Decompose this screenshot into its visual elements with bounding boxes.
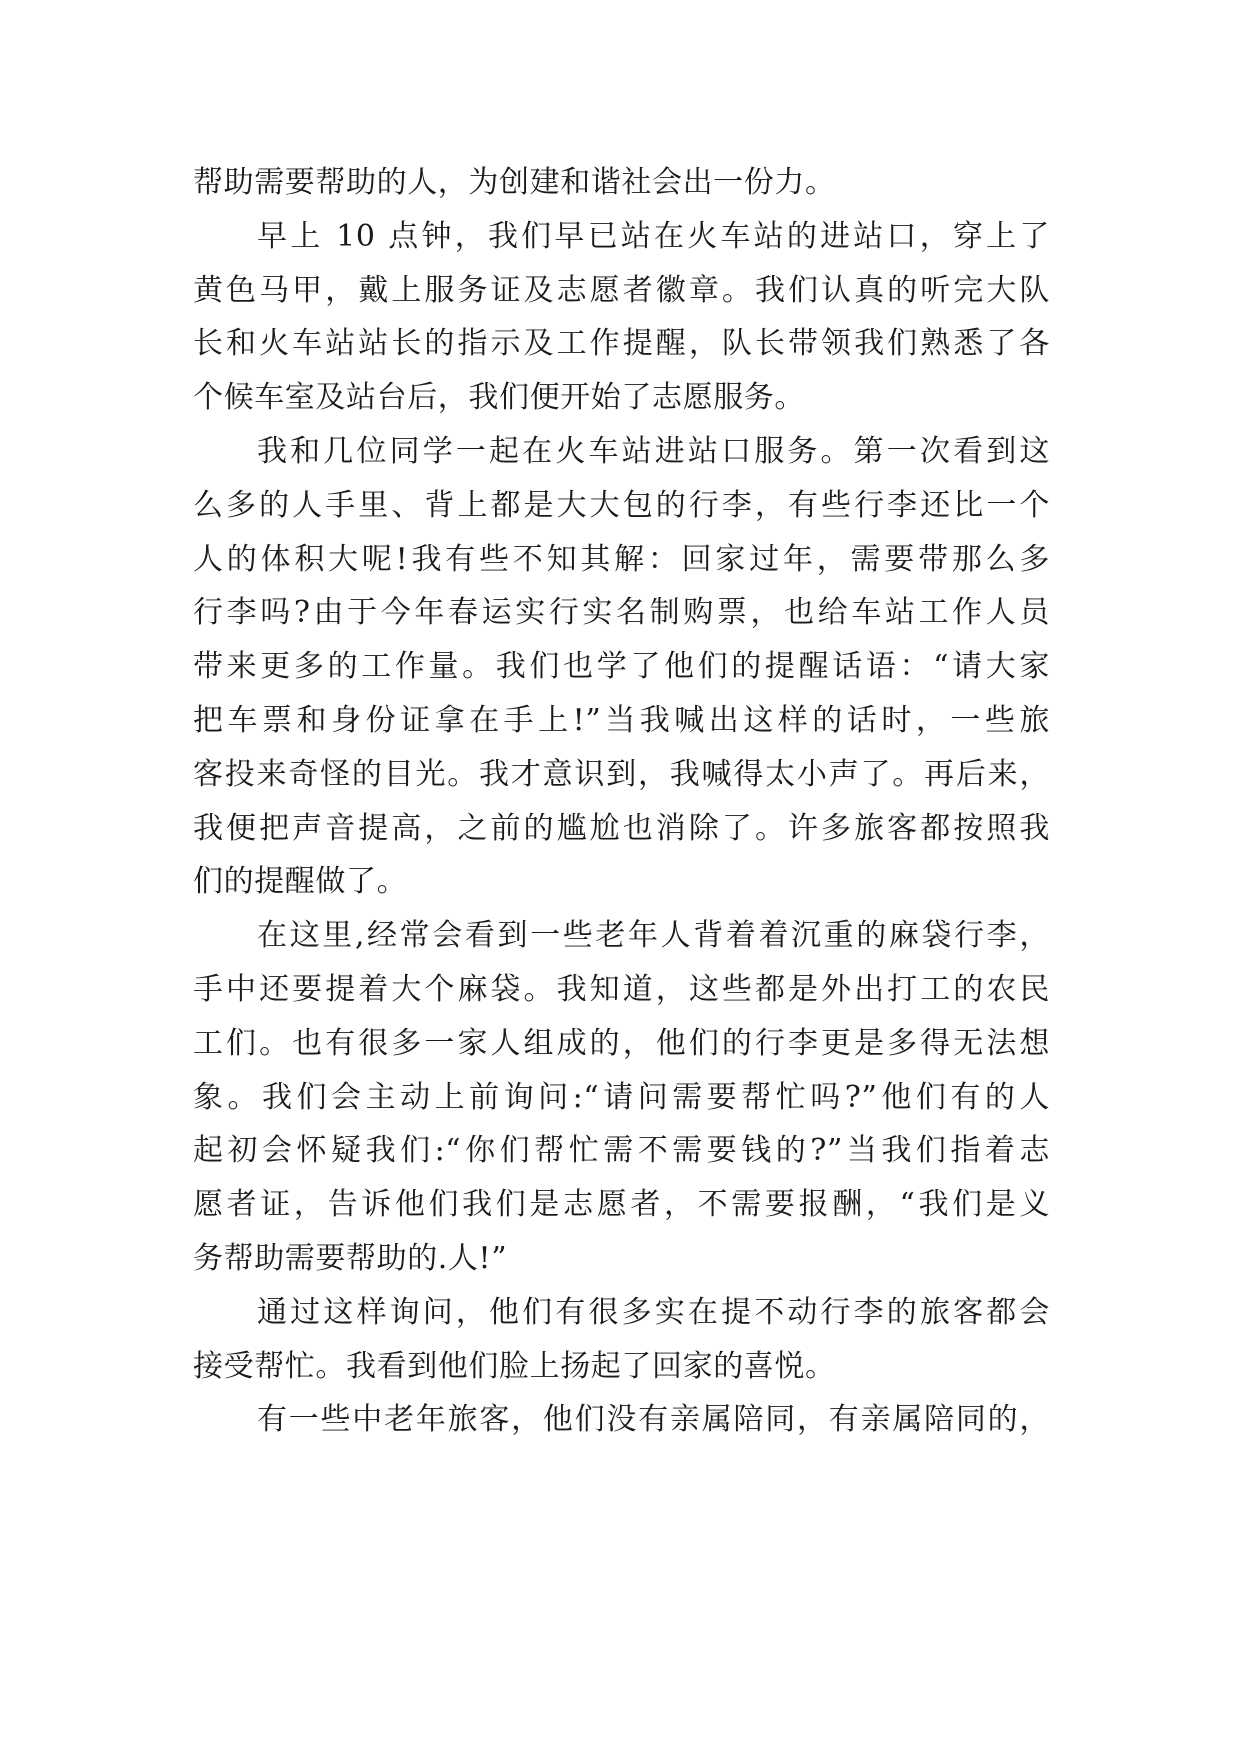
text-line: 愿者证，告诉他们我们是志愿者，不需要报酬，“我们是义	[193, 1187, 1050, 1223]
text-line: 我便把声音提高，之前的尴尬也消除了。许多旅客都按照我	[193, 810, 1050, 846]
text-line: 们的提醒做了。	[193, 864, 408, 900]
text-line: 在这里,经常会看到一些老年人背着着沉重的麻袋行李，	[257, 918, 1050, 954]
text-line: 手中还要提着大个麻袋。我知道，这些都是外出打工的农民	[193, 971, 1050, 1007]
text-line: 有一些中老年旅客，他们没有亲属陪同，有亲属陪同的，	[257, 1402, 1050, 1438]
text-line: 个候车室及站台后，我们便开始了志愿服务。	[193, 380, 805, 416]
text-line: 么多的人手里、背上都是大大包的行李，有些行李还比一个	[193, 487, 1050, 523]
paragraph	[193, 1286, 1050, 1394]
paragraph	[193, 156, 1050, 210]
text-line: 客投来奇怪的目光。我才意识到，我喊得太小声了。再后来，	[193, 756, 1050, 792]
text-line: 人的体积大呢!我有些不知其解：回家过年，需要带那么多	[193, 541, 1050, 577]
document-body	[193, 156, 1050, 1447]
paragraph	[193, 210, 1050, 425]
text-line: 帮助需要帮助的人，为创建和谐社会出一份力。	[193, 165, 836, 200]
text-line: 早上 10 点钟，我们早已站在火车站的进站口，穿上了	[257, 218, 1050, 254]
text-line: 通过这样询问，他们有很多实在提不动行李的旅客都会	[257, 1294, 1050, 1330]
text-line: 把车票和身份证拿在手上!”当我喊出这样的话时，一些旅	[193, 702, 1050, 738]
text-line: 工们。也有很多一家人组成的，他们的行李更是多得无法想	[193, 1025, 1050, 1061]
text-line: 带来更多的工作量。我们也学了他们的提醒话语：“请大家	[193, 649, 1050, 685]
text-line: 行李吗?由于今年春运实行实名制购票，也给车站工作人员	[193, 595, 1050, 631]
text-line: 象。我们会主动上前询问:“请问需要帮忙吗?”他们有的人	[193, 1079, 1050, 1115]
text-line: 起初会怀疑我们:“你们帮忙需不需要钱的?”当我们指着志	[193, 1133, 1050, 1169]
paragraph	[193, 425, 1050, 909]
paragraph	[193, 1393, 1050, 1447]
text-line: 我和几位同学一起在火车站进站口服务。第一次看到这	[257, 433, 1050, 469]
text-line: 务帮助需要帮助的.人!”	[193, 1240, 508, 1276]
text-line: 长和火车站站长的指示及工作提醒，队长带领我们熟悉了各	[193, 326, 1050, 362]
text-line: 黄色马甲，戴上服务证及志愿者徽章。我们认真的听完大队	[193, 272, 1050, 308]
paragraph	[193, 909, 1050, 1286]
text-line: 接受帮忙。我看到他们脸上扬起了回家的喜悦。	[193, 1348, 836, 1384]
